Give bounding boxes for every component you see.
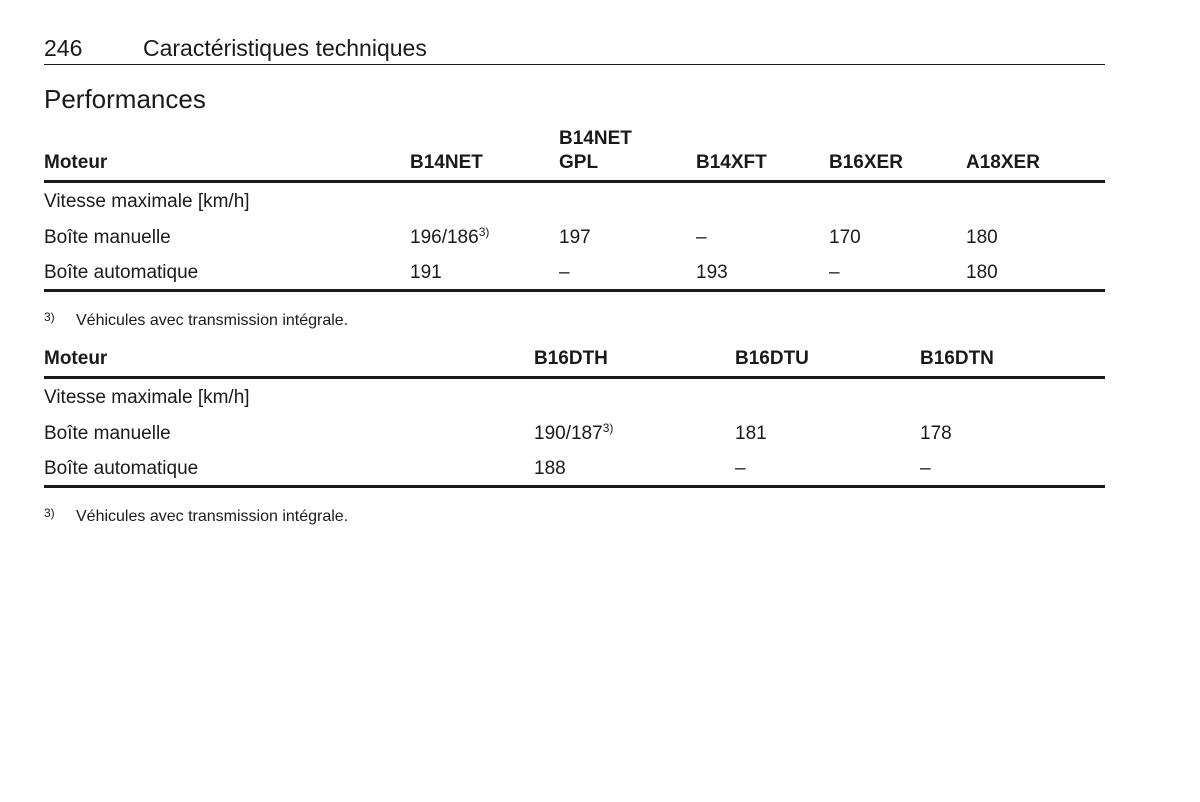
row-label: Boîte automatique (44, 458, 199, 479)
cell: 180 (966, 262, 998, 283)
cell: – (735, 458, 746, 479)
cell: 178 (920, 423, 952, 444)
header-b14net: B14NET (410, 152, 483, 173)
cell: 181 (735, 423, 767, 444)
footnote-ref: 3) (478, 225, 490, 239)
cell: 188 (534, 458, 566, 479)
row-label: Boîte manuelle (44, 423, 171, 444)
cell-value: 190/187 (534, 423, 603, 444)
table-row (44, 255, 1105, 292)
cell (534, 422, 613, 446)
footnote-ref: 3) (602, 421, 614, 435)
row-label: Boîte manuelle (44, 227, 171, 248)
performance-table-petrol (44, 118, 1105, 292)
row-label: Vitesse maximale [km/h] (44, 387, 250, 408)
row-label: Boîte automatique (44, 262, 199, 283)
header-b14net-gpl-line1: B14NET (559, 128, 632, 149)
cell: – (559, 262, 570, 283)
table-row (44, 183, 1105, 219)
table-row (44, 451, 1105, 488)
row-label: Vitesse maximale [km/h] (44, 191, 250, 212)
cell: 180 (966, 227, 998, 248)
chapter-title: Caractéristiques techniques (143, 35, 427, 61)
performance-table-diesel (44, 340, 1105, 488)
header-b16xer: B16XER (829, 152, 903, 173)
header-b14xft: B14XFT (696, 152, 767, 173)
cell: – (920, 458, 931, 479)
header-moteur: Moteur (44, 348, 108, 369)
table-row (44, 415, 1105, 451)
page-header (44, 34, 1105, 65)
cell: 170 (829, 227, 861, 248)
header-b16dtn: B16DTN (920, 348, 994, 369)
header-b16dtu: B16DTU (735, 348, 809, 369)
footnote-mark: 3) (44, 506, 55, 520)
cell (410, 226, 489, 250)
header-a18xer: A18XER (966, 152, 1040, 173)
header-b14net-gpl-line2: GPL (559, 152, 599, 173)
cell: – (696, 227, 707, 248)
header-moteur: Moteur (44, 152, 108, 173)
table-header-row (44, 340, 1105, 379)
cell-value: 196/186 (410, 227, 479, 248)
header-b16dth: B16DTH (534, 348, 608, 369)
table-header-row (44, 118, 1105, 183)
page-number: 246 (44, 35, 83, 61)
cell: 191 (410, 262, 442, 283)
section-title: Performances (44, 84, 206, 114)
table-row (44, 219, 1105, 255)
cell: 193 (696, 262, 728, 283)
footnote-text: Véhicules avec transmission intégrale. (76, 312, 349, 329)
footnote-mark: 3) (44, 310, 55, 324)
cell: – (829, 262, 840, 283)
footnote-text: Véhicules avec transmission intégrale. (76, 508, 349, 525)
table-row (44, 379, 1105, 415)
cell: 197 (559, 227, 591, 248)
